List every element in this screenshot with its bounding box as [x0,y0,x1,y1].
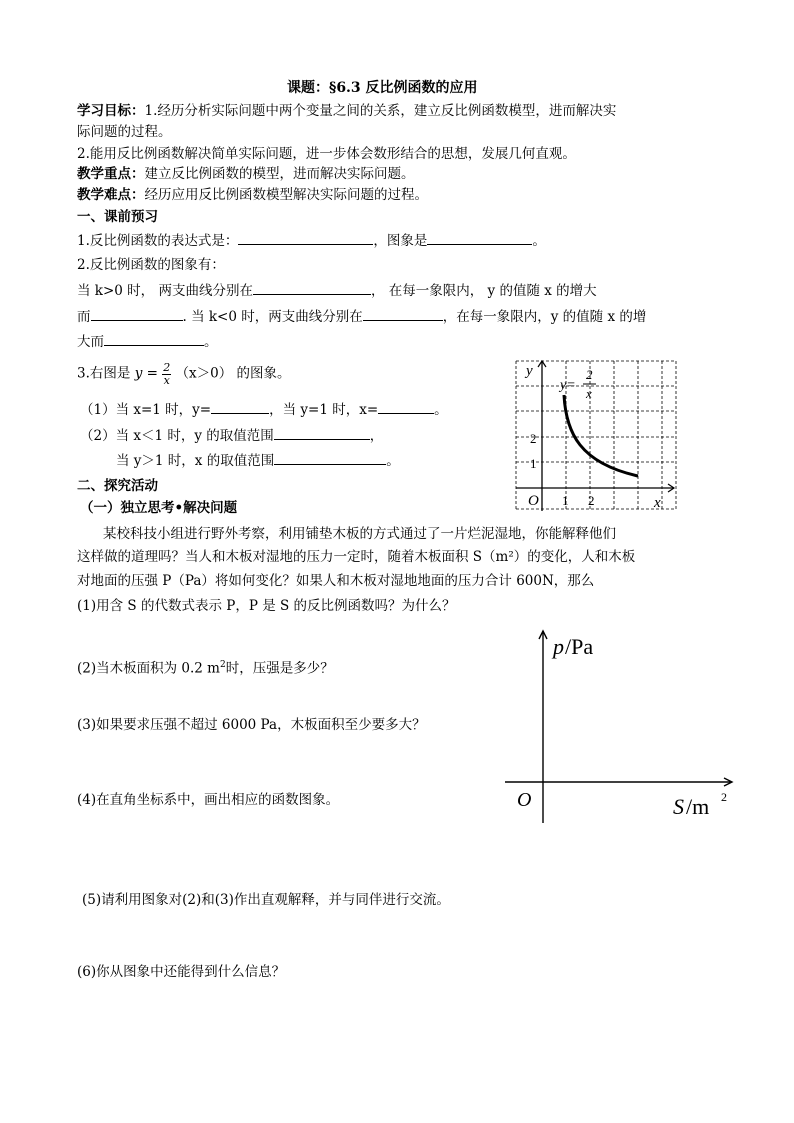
function-curve [564,395,638,476]
problem-para-line3: 对地面的压强 P（Pa）将如何变化？如果人和木板对湿地地面的压力合计 600N，那么 [77,573,595,589]
preview-q2-line3 [77,333,218,350]
q3-function-y: y = [134,365,158,382]
s-axis-unit-sup: 2 [721,790,727,804]
s-axis-var: S [673,794,684,819]
q2-text: (2)当木板面积为 0.2 m [77,660,220,677]
answer-blank[interactable] [378,401,434,414]
answer-blank[interactable] [211,401,269,414]
answer-blank[interactable] [427,232,532,245]
inverse-function-graph [510,355,680,515]
learning-goals-line3: 2.能用反比例函数解决简单实际问题，进一步体会数形结合的思想，发展几何直观。 [77,146,576,162]
function-label-num: 2 [586,367,593,382]
tick-y2: 2 [530,431,537,446]
preview-q2: 2.反比例函数的图象有： [77,257,225,273]
learning-goals-label: 学习目标： [77,103,145,119]
q3-1-text: （1）当 x=1 时，y= [80,402,212,418]
tick-x2: 2 [588,493,595,508]
answer-blank[interactable] [238,232,373,245]
q2-text: 当 k>0 时， 两支曲线分别在 [77,283,253,299]
answer-blank[interactable] [104,333,204,346]
preview-q3-2 [80,427,383,444]
difficulty-label: 教学难点： [77,187,145,203]
x-axis-label: x [654,495,661,511]
section2-subheading: （一）独立思考•解决问题 [80,500,238,516]
learning-goals-text: 1.经历分析实际问题中两个变量之间的关系，建立反比例函数模型，进而解决实 [144,103,617,119]
function-label-y: y= [560,378,576,393]
q2-text: 而 [77,309,91,325]
preview-q3 [77,362,291,386]
q2-text: ， 在每一象限内， y 的值随 x 的增大 [370,283,597,299]
answer-blank[interactable] [274,427,370,440]
explore-q5: (5)请利用图象对(2)和(3)作出直观解释，并与同伴进行交流。 [82,892,450,908]
function-label-den: x [586,386,592,401]
problem-para-line2: 这样做的道理吗？当人和木板对湿地的压力一定时，随着木板面积 S（m²）的变化，人和木板 [77,549,636,565]
p-axis-unit: /Pa [565,634,594,659]
difficulty-text: 经历应用反比例函数模型解决实际问题的过程。 [144,187,428,203]
answer-blank[interactable] [253,282,371,295]
q2-superscript: 2 [219,660,226,670]
pressure-area-axes [505,625,740,825]
q3-1-text: 。 [434,402,448,418]
explore-q4: (4)在直角坐标系中，画出相应的函数图象。 [77,792,340,808]
p-axis-var: p [553,634,564,659]
q2-text: . 当 k<0 时，两支曲线分别在 [182,309,363,325]
answer-blank[interactable] [91,308,183,321]
explore-q1: (1)用含 S 的代数式表示 P，P 是 S 的反比例函数吗？为什么？ [77,598,456,614]
q1-text-b: ，图象是 [373,233,428,249]
q3-1-text: ，当 y=1 时，x= [269,402,379,418]
difficulty [77,187,428,203]
learning-goals-line1 [77,103,616,119]
q1-text-a: 1.反比例函数的表达式是： [77,233,239,249]
section2-heading: 二、探究活动 [77,478,158,494]
key-point-text: 建立反比例函数的模型，进而解决实际问题。 [144,166,415,182]
q2-text: 。 [204,334,218,350]
preview-q1 [77,232,546,249]
learning-goals-line2: 际问题的过程。 [77,124,172,140]
origin-label: O [528,493,539,509]
tick-y1: 1 [530,456,537,471]
y-axis-label: y [526,363,533,379]
s-axis-unit: /m [686,794,710,819]
tick-x1: 1 [562,493,569,508]
q3-text: （x＞0） 的图象。 [175,365,291,382]
preview-q3-1 [80,401,448,418]
preview-q3-3 [116,452,400,469]
preview-q2-line2 [77,308,646,325]
explore-q3: (3)如果要求压强不超过 6000 Pa，木板面积至少要多大？ [77,717,426,733]
q2-text: ，在每一象限内，y 的值随 x 的增 [442,309,647,325]
section1-heading: 一、课前预习 [77,209,158,225]
preview-q2-line1 [77,282,597,299]
graph-grid [516,361,676,509]
q3-3-text: 。 [386,453,400,469]
key-point [77,166,415,182]
page-title: 课题：§6.3 反比例函数的应用 [287,80,478,96]
q2-text: 大而 [77,334,104,350]
q3-2-text: ， [369,428,384,444]
explore-q6: (6)你从图象中还能得到什么信息？ [77,964,286,980]
answer-blank[interactable] [363,308,443,321]
key-point-label: 教学重点： [77,166,145,182]
q3-2-text: （2）当 x＜1 时，y 的取值范围 [80,428,274,444]
answer-blank[interactable] [274,452,386,465]
q3-fraction: $\frac{2}{x}$ [163,361,171,387]
explore-q2 [77,660,334,677]
problem-para-line1: 某校科技小组进行野外考察，利用铺垫木板的方式通过了一片烂泥湿地，你能解释他们 [103,526,616,542]
q1-text-c: 。 [532,233,546,249]
q2-text: 时，压强是多少？ [225,660,334,677]
origin-label: O [517,789,532,811]
q3-text: 3.右图是 [77,365,131,382]
q3-3-text: 当 y＞1 时，x 的取值范围 [116,453,275,469]
